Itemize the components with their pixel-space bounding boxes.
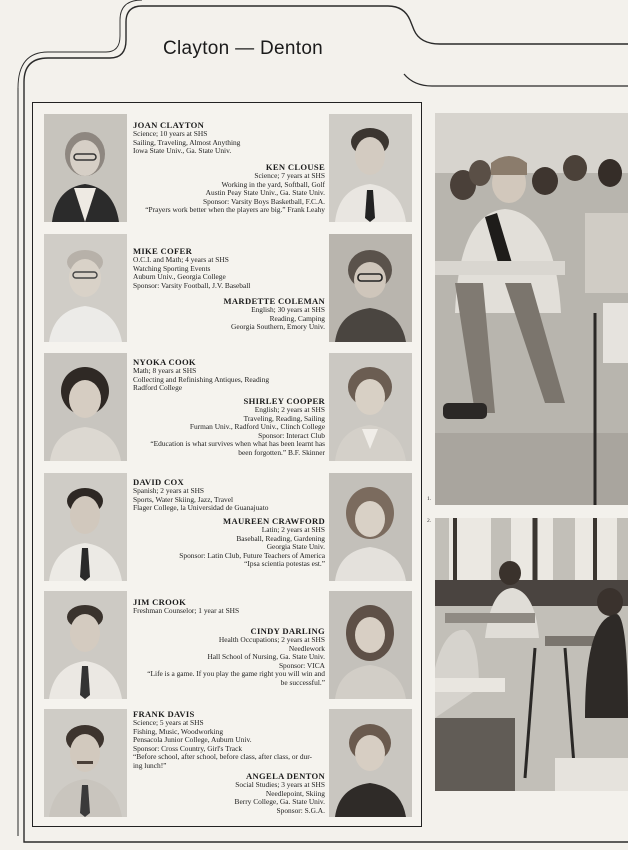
- portrait-cindy-darling: [329, 591, 412, 699]
- portrait-david-cox: [44, 473, 127, 581]
- classroom-photo-2: [435, 518, 628, 791]
- bio-mardette-coleman: MARDETTE COLEMAN English; 30 years at SHS Reading, Camping Georgia Southern, Emory Univ.: [223, 296, 325, 332]
- bio-mike-cofer: MIKE COFER O.C.I. and Math; 4 years at SHS Watching Sporting Events Auburn Univ., Georgia College Sponsor: Varsity Football, J.V. Baseball: [133, 246, 251, 290]
- page-title: Clayton — Denton: [163, 38, 324, 59]
- photo-caption-2: 2.: [427, 518, 432, 524]
- bio-maureen-crawford: MAUREEN CRAWFORD Latin; 2 years at SHS Baseball, Reading, Gardening Georgia State Univ. Sponsor: Latin Club, Future Teachers of America “Ipsa scientia potestas est.”: [179, 516, 325, 569]
- portrait-mardette-coleman: [329, 234, 412, 342]
- portrait-ken-clouse: [329, 114, 412, 222]
- portrait-joan-clayton: [44, 114, 127, 222]
- portrait-shirley-cooper: [329, 353, 412, 461]
- classroom-photo-1: [435, 113, 628, 505]
- bio-shirley-cooper: SHIRLEY COOPER English; 2 years at SHS Traveling, Reading, Sailing Furman Univ., Radford Univ., Clinch College Sponsor: Interact Club “Education is what survives when what has been learnt has been forgotten.” B.F. Skinner: [150, 396, 325, 457]
- faculty-panel: [32, 102, 422, 827]
- portrait-angela-denton: [329, 709, 412, 817]
- portrait-jim-crook: [44, 591, 127, 699]
- photo-caption-1: 1.: [427, 496, 432, 502]
- bio-jim-crook: JIM CROOK Freshman Counselor; 1 year at SHS: [133, 597, 240, 615]
- bio-cindy-darling: CINDY DARLING Health Occupations; 2 years at SHS Needlework Hall School of Nursing, Ga. State Univ. Sponsor: VICA “Life is a game. If you play the game right you will win and be successful.”: [147, 626, 325, 687]
- bio-ken-clouse: KEN CLOUSE Science; 7 years at SHS Working in the yard, Softball, Golf Austin Peay State Univ., Ga. State Univ. Sponsor: Varsity Boys Basketball, F.C.A. “Prayers work better when the players are big.” Frank Leahy: [145, 162, 325, 215]
- bio-frank-davis: FRANK DAVIS Science; 5 years at SHS Fishing, Music, Woodworking Pensacola Junior College, Auburn Univ. Sponsor: Cross Country, Girl's Track “Before school, after school, before class, after class, or dur- ing lunch!”: [133, 709, 312, 770]
- bio-joan-clayton: JOAN CLAYTON Science; 10 years at SHS Sailing, Traveling, Almost Anything Iowa State Univ., Ga. State Univ.: [133, 120, 241, 156]
- portrait-frank-davis: [44, 709, 127, 817]
- portrait-mike-cofer: [44, 234, 127, 342]
- bio-david-cox: DAVID COX Spanish; 2 years at SHS Sports, Water Skiing, Jazz, Travel Flager College, la Universidad de Guanajuato: [133, 477, 269, 513]
- bio-nyoka-cook: NYOKA COOK Math; 8 years at SHS Collecting and Refinishing Antiques, Reading Radford College: [133, 357, 270, 393]
- portrait-maureen-crawford: [329, 473, 412, 581]
- portrait-nyoka-cook: [44, 353, 127, 461]
- bio-angela-denton: ANGELA DENTON Social Studies; 3 years at SHS Needlepoint, Skiing Berry College, Ga. State Univ. Sponsor: S.G.A.: [234, 771, 325, 815]
